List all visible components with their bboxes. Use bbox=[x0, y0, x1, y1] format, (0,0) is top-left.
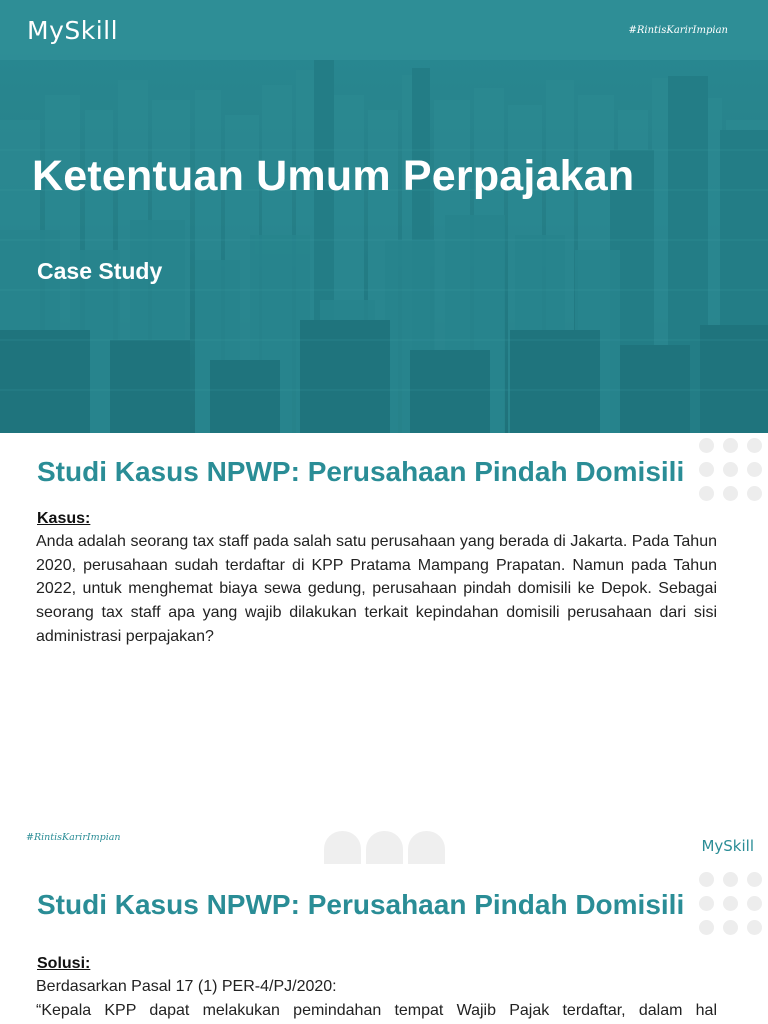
page-subtitle: Case Study bbox=[37, 258, 163, 284]
solution-line: “Kepala KPP dapat melakukan pemindahan tempat Wajib Pajak terdaftar, dalam hal bbox=[36, 1002, 717, 1019]
city-skyline-image bbox=[0, 0, 768, 433]
page-title: Ketentuan Umum Perpajakan bbox=[32, 152, 635, 200]
hashtag-text: #RintisKarirImpian bbox=[26, 832, 121, 843]
section-title: Studi Kasus NPWP: Perusahaan Pindah Domisili bbox=[37, 456, 685, 487]
solution-line: Berdasarkan Pasal 17 (1) PER-4/PJ/2020: bbox=[36, 978, 337, 995]
hashtag-text: #RintisKarirImpian bbox=[628, 25, 728, 36]
decorative-dot-grid bbox=[699, 872, 768, 944]
solution-label: Solusi: bbox=[37, 955, 91, 972]
case-label: Kasus: bbox=[37, 510, 91, 527]
myskill-logo: MySkill bbox=[701, 837, 754, 855]
decorative-tabs bbox=[324, 831, 444, 864]
decorative-dot-grid bbox=[699, 438, 768, 510]
hero-banner bbox=[0, 0, 768, 433]
case-paragraph: Anda adalah seorang tax staff pada salah satu perusahaan yang berada di Jakarta. Pada Tahun 2020, perusahaan sudah terdaftar di KPP Pratama Mampang Prapatan. Namun pada Tahun 2022, untuk menghemat biaya sewa gedung, perusahaan pindah domisili ke Depok. Sebagai seorang tax staff apa yang wajib dilakukan terkait kepindahan domisili perusahaan dari sisi administrasi perpajakan? bbox=[36, 533, 717, 645]
section-title: Studi Kasus NPWP: Perusahaan Pindah Domisili bbox=[37, 889, 685, 920]
myskill-logo: MySkill bbox=[27, 16, 119, 45]
